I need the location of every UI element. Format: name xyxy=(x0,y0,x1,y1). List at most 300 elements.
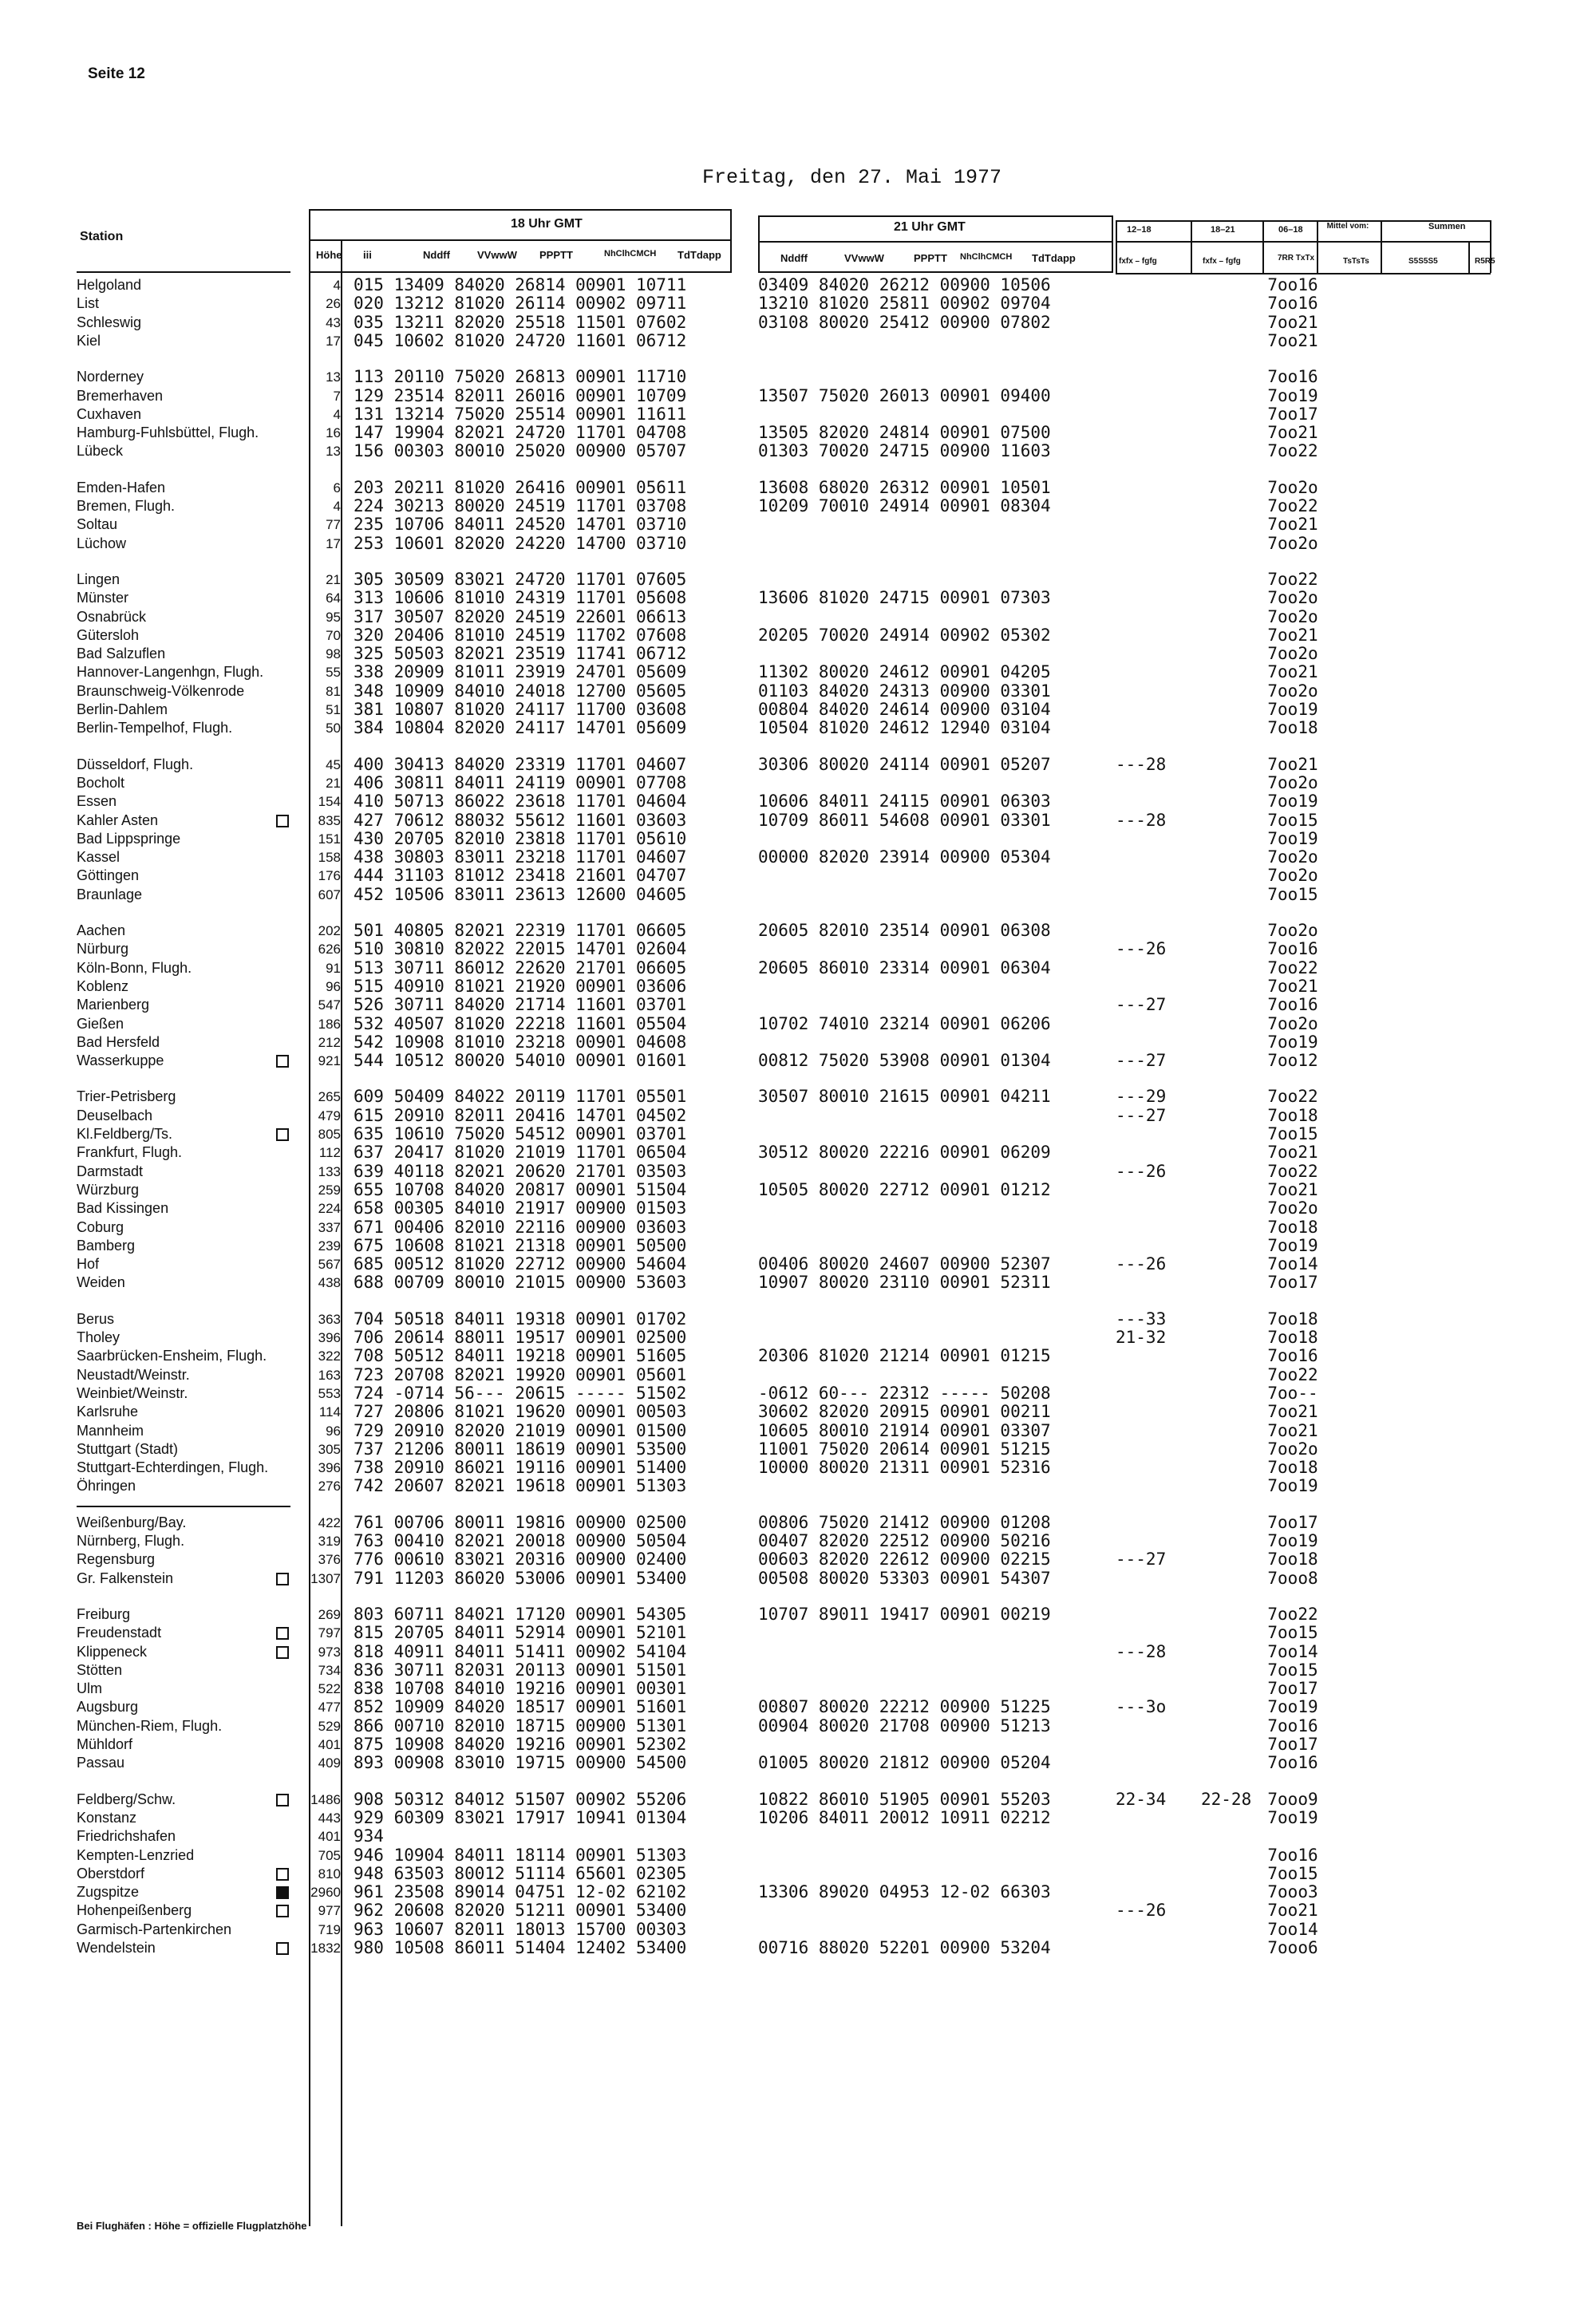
mittel-value: 7oo18 xyxy=(1267,718,1318,738)
gust-12-18: ---27 xyxy=(1116,1051,1167,1071)
obs-18-utc: 704 50518 84011 19318 00901 01702 xyxy=(354,1309,687,1329)
station-height: 322 xyxy=(318,1348,341,1364)
station-name: Gr. Falkenstein xyxy=(77,1570,290,1588)
obs-21-utc: 13606 81020 24715 00901 07303 xyxy=(758,588,1051,608)
mittel-value: 7oo21 xyxy=(1267,662,1318,682)
obs-21-utc: 10504 81020 24612 12940 03104 xyxy=(758,718,1051,738)
station-name: Mannheim xyxy=(77,1422,144,1439)
station-name: Hannover-Langenhgn, Flugh. xyxy=(77,664,264,681)
mittel-value: 7oo14 xyxy=(1267,1919,1318,1939)
station-name: Trier-Petrisberg xyxy=(77,1088,176,1105)
empty-square-icon xyxy=(276,1128,289,1141)
station-name: Darmstadt xyxy=(77,1163,144,1179)
mittel-value: 7oo16 xyxy=(1267,995,1318,1015)
obs-18-utc: 639 40118 82021 20620 21701 03503 xyxy=(354,1161,687,1181)
obs-18-utc: 317 30507 82020 24519 22601 06613 xyxy=(354,606,687,626)
station-name: Bremerhaven xyxy=(77,387,164,404)
obs-18-utc: 908 50312 84012 51507 00902 55206 xyxy=(354,1789,687,1809)
obs-21-utc: 30306 80020 24114 00901 05207 xyxy=(758,754,1051,774)
station-name: Göttingen xyxy=(77,867,140,884)
header-s6: R5R5 xyxy=(1475,257,1495,266)
obs-21-utc: 01303 70020 24715 00900 11603 xyxy=(758,441,1051,461)
mittel-value: 7oo21 xyxy=(1267,1179,1318,1199)
obs-18-utc: 738 20910 86021 19116 00901 51400 xyxy=(354,1458,687,1478)
station-height: 705 xyxy=(318,1847,341,1863)
obs-18-utc: 452 10506 83011 23613 12600 04605 xyxy=(354,884,687,904)
station-height: 26 xyxy=(326,296,341,312)
station-height: 376 xyxy=(318,1552,341,1568)
obs-21-utc: 03108 80020 25412 00900 07802 xyxy=(758,312,1051,332)
mittel-value: 7oo18 xyxy=(1267,1217,1318,1237)
obs-18-utc: 818 40911 84011 51411 00902 54104 xyxy=(354,1641,687,1661)
station-height: 269 xyxy=(318,1606,341,1622)
obs-18-utc: 338 20909 81011 23919 24701 05609 xyxy=(354,662,687,682)
mittel-value: 7oo21 xyxy=(1267,515,1318,535)
station-name: Essen xyxy=(77,793,117,810)
mittel-value: 7oo22 xyxy=(1267,441,1318,461)
station-height: 305 xyxy=(318,1441,341,1457)
header-tdtd-21: TdTdapp xyxy=(1032,252,1076,264)
mittel-value: 7oo16 xyxy=(1267,1346,1318,1366)
mittel-value: 7ooo8 xyxy=(1267,1568,1318,1588)
station-height: 154 xyxy=(318,794,341,810)
station-name: Stötten xyxy=(77,1661,123,1678)
obs-21-utc: 00508 80020 53303 00901 54307 xyxy=(758,1568,1051,1588)
station-height: 810 xyxy=(318,1866,341,1881)
obs-18-utc: 723 20708 82021 19920 00901 05601 xyxy=(354,1364,687,1384)
obs-18-utc: 253 10601 82020 24220 14700 03710 xyxy=(354,533,687,553)
station-height: 401 xyxy=(318,1829,341,1845)
obs-21-utc: 03409 84020 26212 00900 10506 xyxy=(758,275,1051,294)
station-height: 45 xyxy=(326,756,341,772)
mittel-value: 7oo2o xyxy=(1267,477,1318,497)
obs-18-utc: 655 10708 84020 20817 00901 51504 xyxy=(354,1179,687,1199)
station-name: Bad Lippspringe xyxy=(77,830,181,847)
mittel-value: 7oo21 xyxy=(1267,1420,1318,1440)
gust-12-18: ---28 xyxy=(1116,810,1167,830)
obs-21-utc: 10606 84011 24115 00901 06303 xyxy=(758,792,1051,811)
station-name: Saarbrücken-Ensheim, Flugh. xyxy=(77,1348,267,1364)
mittel-value: 7oo14 xyxy=(1267,1254,1318,1274)
station-height: 114 xyxy=(318,1404,341,1420)
station-height: 547 xyxy=(318,997,341,1013)
obs-18-utc: 929 60309 83021 17917 10941 01304 xyxy=(354,1807,687,1827)
gust-12-18: ---26 xyxy=(1116,1901,1167,1921)
station-name: Gießen xyxy=(77,1015,124,1032)
mittel-value: 7ooo6 xyxy=(1267,1938,1318,1957)
station-name: Nürburg xyxy=(77,941,129,958)
station-height: 77 xyxy=(326,517,341,533)
station-name: Freiburg xyxy=(77,1605,131,1622)
obs-18-utc: 729 20910 82020 21019 00901 01500 xyxy=(354,1420,687,1440)
station-name: Stuttgart-Echterdingen, Flugh. xyxy=(77,1459,269,1476)
obs-18-utc: 427 70612 88032 55612 11601 03603 xyxy=(354,810,687,830)
obs-18-utc: 980 10508 86011 51404 12402 53400 xyxy=(354,1938,687,1957)
station-height: 4 xyxy=(333,499,341,514)
obs-21-utc: 00806 75020 21412 00900 01208 xyxy=(758,1512,1051,1532)
header-nhcl: NhClhCMCH xyxy=(604,249,657,259)
mittel-value: 7oo18 xyxy=(1267,1105,1318,1125)
station-name: München-Riem, Flugh. xyxy=(77,1717,223,1734)
obs-18-utc: 313 10606 81010 24319 11701 05608 xyxy=(354,588,687,608)
obs-18-utc: 526 30711 84020 21714 11601 03701 xyxy=(354,995,687,1015)
station-name: Hof xyxy=(77,1256,100,1273)
mittel-value: 7oo22 xyxy=(1267,1161,1318,1181)
station-height: 921 xyxy=(318,1053,341,1069)
station-height: 4 xyxy=(333,278,341,293)
mittel-value: 7oo19 xyxy=(1267,385,1318,405)
station-height: 202 xyxy=(318,923,341,938)
obs-18-utc: 688 00709 80010 21015 00900 53603 xyxy=(354,1273,687,1293)
obs-18-utc: 156 00303 80010 25020 00900 05707 xyxy=(354,441,687,461)
obs-18-utc: 838 10708 84010 19216 00901 00301 xyxy=(354,1679,687,1699)
station-height: 805 xyxy=(318,1127,341,1142)
obs-21-utc: 13210 81020 25811 00902 09704 xyxy=(758,294,1051,314)
station-name: Freudenstadt xyxy=(77,1624,290,1642)
obs-21-utc: 30507 80010 21615 00901 04211 xyxy=(758,1087,1051,1107)
header-06-18: 06–18 xyxy=(1278,225,1303,235)
station-height: 522 xyxy=(318,1681,341,1697)
header-wwww: VVwwW xyxy=(477,249,517,261)
station-height: 96 xyxy=(326,978,341,994)
station-name: Garmisch-Partenkirchen xyxy=(77,1921,232,1937)
station-name: Kl.Feldberg/Ts. xyxy=(77,1125,290,1143)
station-height: 529 xyxy=(318,1718,341,1734)
station-name: Weinbiet/Weinstr. xyxy=(77,1384,188,1401)
obs-18-utc: 742 20607 82021 19618 00901 51303 xyxy=(354,1476,687,1496)
mittel-value: 7oo21 xyxy=(1267,976,1318,996)
obs-21-utc: 00904 80020 21708 00900 51213 xyxy=(758,1716,1051,1735)
header-ppptt: PPPTT xyxy=(539,249,573,261)
obs-21-utc: 00406 80020 24607 00900 52307 xyxy=(758,1254,1051,1274)
mittel-value: 7oo15 xyxy=(1267,1863,1318,1883)
mittel-value: 7oo19 xyxy=(1267,828,1318,848)
station-name: Köln-Bonn, Flugh. xyxy=(77,959,192,976)
station-name: Hamburg-Fuhlsbüttel, Flugh. xyxy=(77,424,259,441)
mittel-value: 7oo-- xyxy=(1267,1383,1318,1403)
mittel-value: 7oo2o xyxy=(1267,533,1318,553)
header-nddff: Nddff xyxy=(423,249,450,261)
station-height: 719 xyxy=(318,1921,341,1937)
station-name: Kempten-Lenzried xyxy=(77,1846,195,1863)
mittel-value: 7oo19 xyxy=(1267,1697,1318,1717)
mittel-value: 7oo22 xyxy=(1267,569,1318,589)
date-heading: Freitag, den 27. Mai 1977 xyxy=(702,166,1002,189)
station-name: Konstanz xyxy=(77,1809,137,1826)
station-name: Deuselbach xyxy=(77,1107,153,1123)
obs-18-utc: 129 23514 82011 26016 00901 10709 xyxy=(354,385,687,405)
gust-12-18: ---27 xyxy=(1116,1550,1167,1570)
station-name: Zugspitze xyxy=(77,1883,290,1901)
station-height: 422 xyxy=(318,1514,341,1530)
obs-18-utc: 045 10602 81020 24720 11601 06712 xyxy=(354,330,687,350)
station-name: Weißenburg/Bay. xyxy=(77,1514,187,1530)
station-height: 43 xyxy=(326,314,341,330)
station-name: Berlin-Tempelhof, Flugh. xyxy=(77,720,233,736)
mittel-value: 7oo21 xyxy=(1267,423,1318,443)
station-height: 265 xyxy=(318,1089,341,1105)
mittel-value: 7oo19 xyxy=(1267,700,1318,719)
obs-21-utc: 11302 80020 24612 00901 04205 xyxy=(758,662,1051,682)
mittel-value: 7oo17 xyxy=(1267,404,1318,424)
obs-18-utc: 015 13409 84020 26814 00901 10711 xyxy=(354,275,687,294)
station-height: 977 xyxy=(318,1903,341,1919)
station-height: 479 xyxy=(318,1108,341,1123)
station-name: Mühldorf xyxy=(77,1736,133,1752)
station-height: 835 xyxy=(318,812,341,828)
mittel-value: 7oo15 xyxy=(1267,1660,1318,1680)
mittel-value: 7ooo3 xyxy=(1267,1882,1318,1902)
station-name: Bad Hersfeld xyxy=(77,1033,160,1050)
mittel-value: 7oo2o xyxy=(1267,606,1318,626)
obs-21-utc: 13306 89020 04953 12-02 66303 xyxy=(758,1882,1051,1902)
filled-square-icon xyxy=(276,1886,289,1899)
gust-12-18: ---26 xyxy=(1116,939,1167,959)
obs-18-utc: 635 10610 75020 54512 00901 03701 xyxy=(354,1124,687,1143)
station-name: Soltau xyxy=(77,516,118,533)
mittel-value: 7oo18 xyxy=(1267,1550,1318,1570)
station-name: Regensburg xyxy=(77,1551,156,1568)
empty-square-icon xyxy=(276,1627,289,1640)
station-height: 6 xyxy=(333,480,341,496)
station-name: List xyxy=(77,295,100,312)
station-name: Berus xyxy=(77,1310,115,1327)
obs-18-utc: 803 60711 84021 17120 00901 54305 xyxy=(354,1604,687,1624)
obs-21-utc: 10605 80010 21914 00901 03307 xyxy=(758,1420,1051,1440)
station-name: Weiden xyxy=(77,1274,125,1291)
obs-18-utc: 615 20910 82011 20416 14701 04502 xyxy=(354,1105,687,1125)
station-height: 1307 xyxy=(310,1570,341,1586)
station-height: 91 xyxy=(326,960,341,976)
gust-12-18: ---28 xyxy=(1116,1641,1167,1661)
station-name: Nürnberg, Flugh. xyxy=(77,1533,185,1549)
obs-21-utc: 10505 80020 22712 00901 01212 xyxy=(758,1179,1051,1199)
obs-18-utc: 113 20110 75020 26813 00901 11710 xyxy=(354,367,687,387)
header-iii: iii xyxy=(363,249,372,261)
obs-18-utc: 875 10908 84020 19216 00901 52302 xyxy=(354,1735,687,1754)
empty-square-icon xyxy=(276,815,289,827)
station-name: Braunschweig-Völkenrode xyxy=(77,682,245,699)
station-name: Kassel xyxy=(77,849,120,866)
mittel-value: 7oo17 xyxy=(1267,1512,1318,1532)
obs-18-utc: 224 30213 80020 24519 11701 03708 xyxy=(354,496,687,515)
obs-21-utc: 00407 82020 22512 00900 50216 xyxy=(758,1531,1051,1550)
station-name: Kiel xyxy=(77,332,101,349)
header-summen: Summen xyxy=(1428,222,1466,231)
station-height: 396 xyxy=(318,1460,341,1476)
empty-square-icon xyxy=(276,1868,289,1881)
mittel-value: 7oo18 xyxy=(1267,1309,1318,1329)
station-height: 17 xyxy=(326,333,341,349)
obs-18-utc: 438 30803 83011 23218 11701 04607 xyxy=(354,847,687,867)
obs-18-utc: 962 20608 82020 51211 00901 53400 xyxy=(354,1901,687,1921)
mittel-value: 7oo19 xyxy=(1267,1032,1318,1052)
station-height: 55 xyxy=(326,665,341,681)
mittel-value: 7oo16 xyxy=(1267,1753,1318,1773)
station-name: Lingen xyxy=(77,571,120,587)
obs-18-utc: 348 10909 84010 24018 12700 05605 xyxy=(354,681,687,701)
obs-18-utc: 675 10608 81021 21318 00901 50500 xyxy=(354,1235,687,1255)
station-height: 70 xyxy=(326,627,341,643)
gust-18-21: 22-28 xyxy=(1201,1789,1252,1809)
station-height: 7 xyxy=(333,388,341,404)
obs-18-utc: 866 00710 82010 18715 00900 51301 xyxy=(354,1716,687,1735)
obs-21-utc: 01103 84020 24313 00900 03301 xyxy=(758,681,1051,701)
station-name: Bad Kissingen xyxy=(77,1200,169,1217)
station-name: Lüchow xyxy=(77,535,127,551)
mittel-value: 7oo21 xyxy=(1267,1901,1318,1921)
obs-18-utc: 934 xyxy=(354,1826,384,1846)
mittel-value: 7oo19 xyxy=(1267,1235,1318,1255)
mittel-value: 7oo16 xyxy=(1267,939,1318,959)
station-name: Bad Salzuflen xyxy=(77,646,166,662)
station-height: 224 xyxy=(318,1201,341,1217)
obs-21-utc: 00804 84020 24614 00900 03104 xyxy=(758,700,1051,719)
obs-18-utc: 325 50503 82021 23519 11741 06712 xyxy=(354,644,687,664)
gust-12-18: ---3o xyxy=(1116,1697,1167,1717)
obs-18-utc: 410 50713 86022 23618 11701 04604 xyxy=(354,792,687,811)
obs-21-utc: 10209 70010 24914 00901 08304 xyxy=(758,496,1051,515)
station-height: 276 xyxy=(318,1479,341,1495)
station-height: 21 xyxy=(326,775,341,791)
station-height: 363 xyxy=(318,1311,341,1327)
gust-12-18: ---28 xyxy=(1116,754,1167,774)
station-height: 626 xyxy=(318,942,341,958)
mittel-value: 7oo19 xyxy=(1267,1807,1318,1827)
mittel-value: 7oo15 xyxy=(1267,1124,1318,1143)
header-s2: fxfx – fgfg xyxy=(1203,257,1241,266)
station-name: Karlsruhe xyxy=(77,1404,139,1420)
station-height: 112 xyxy=(318,1145,341,1161)
obs-18-utc: 658 00305 84010 21917 00900 01503 xyxy=(354,1198,687,1218)
mittel-value: 7oo15 xyxy=(1267,1623,1318,1643)
mittel-value: 7ooo9 xyxy=(1267,1789,1318,1809)
obs-21-utc: 20205 70020 24914 00902 05302 xyxy=(758,625,1051,645)
gust-12-18: ---29 xyxy=(1116,1087,1167,1107)
mittel-value: 7oo15 xyxy=(1267,884,1318,904)
gust-12-18: ---26 xyxy=(1116,1254,1167,1274)
station-height: 51 xyxy=(326,702,341,717)
station-height: 16 xyxy=(326,425,341,441)
station-height: 2960 xyxy=(310,1885,341,1901)
mittel-value: 7oo19 xyxy=(1267,1531,1318,1550)
obs-21-utc: 00716 88020 52201 00900 53204 xyxy=(758,1938,1051,1957)
station-name: Kahler Asten xyxy=(77,811,290,830)
obs-21-utc: 10206 84011 20012 10911 02212 xyxy=(758,1807,1051,1827)
header-s3: 7RR TxTx xyxy=(1278,254,1315,263)
mittel-value: 7oo22 xyxy=(1267,1087,1318,1107)
mittel-value: 7oo2o xyxy=(1267,772,1318,792)
station-name: Öhringen xyxy=(77,1478,136,1495)
obs-18-utc: 761 00706 80011 19816 00900 02500 xyxy=(354,1512,687,1532)
station-name: Tholey xyxy=(77,1329,120,1345)
obs-21-utc: 10709 86011 54608 00901 03301 xyxy=(758,810,1051,830)
obs-18-utc: 948 63503 80012 51114 65601 02305 xyxy=(354,1863,687,1883)
obs-21-utc: 20605 86010 23314 00901 06304 xyxy=(758,958,1051,977)
station-name: Aachen xyxy=(77,922,126,938)
station-name: Koblenz xyxy=(77,977,129,994)
station-name: Ulm xyxy=(77,1680,102,1697)
station-name: Düsseldorf, Flugh. xyxy=(77,756,194,772)
header-nddff-21: Nddff xyxy=(780,252,808,264)
station-height: 186 xyxy=(318,1016,341,1032)
station-height: 797 xyxy=(318,1625,341,1641)
station-height: 259 xyxy=(318,1182,341,1198)
header-tdtd: TdTdapp xyxy=(678,249,721,261)
station-name: Schleswig xyxy=(77,314,142,330)
obs-21-utc: 00603 82020 22612 00900 02215 xyxy=(758,1550,1051,1570)
station-height: 734 xyxy=(318,1662,341,1678)
obs-18-utc: 776 00610 83021 20316 00900 02400 xyxy=(354,1550,687,1570)
obs-18-utc: 544 10512 80020 54010 00901 01601 xyxy=(354,1051,687,1071)
mittel-value: 7oo2o xyxy=(1267,644,1318,664)
obs-18-utc: 671 00406 82010 22116 00900 03603 xyxy=(354,1217,687,1237)
mittel-value: 7oo21 xyxy=(1267,1402,1318,1422)
station-height: 396 xyxy=(318,1330,341,1345)
station-height: 4 xyxy=(333,406,341,422)
obs-18-utc: 406 30811 84011 24119 00901 07708 xyxy=(354,772,687,792)
mittel-value: 7oo16 xyxy=(1267,1845,1318,1865)
header-21-uhr-gmt: 21 Uhr GMT xyxy=(894,220,966,234)
obs-18-utc: 400 30413 84020 23319 11701 04607 xyxy=(354,754,687,774)
empty-square-icon xyxy=(276,1942,289,1955)
station-name: Gütersloh xyxy=(77,626,140,643)
obs-18-utc: 513 30711 86012 22620 21701 06605 xyxy=(354,958,687,977)
obs-18-utc: 305 30509 83021 24720 11701 07605 xyxy=(354,569,687,589)
obs-18-utc: 791 11203 86020 53006 00901 53400 xyxy=(354,1568,687,1588)
station-height: 64 xyxy=(326,590,341,606)
station-name: Braunlage xyxy=(77,886,143,902)
obs-21-utc: 10907 80020 23110 00901 52311 xyxy=(758,1273,1051,1293)
gust-12-18: ---27 xyxy=(1116,1105,1167,1125)
obs-21-utc: 00812 75020 53908 00901 01304 xyxy=(758,1051,1051,1071)
mittel-value: 7oo16 xyxy=(1267,275,1318,294)
station-name: Oberstdorf xyxy=(77,1865,290,1883)
empty-square-icon xyxy=(276,1055,289,1068)
gust-12-18: ---33 xyxy=(1116,1309,1167,1329)
gust-12-18: ---27 xyxy=(1116,995,1167,1015)
obs-18-utc: 444 31103 81012 23418 21601 04707 xyxy=(354,866,687,886)
obs-18-utc: 430 20705 82010 23818 11701 05610 xyxy=(354,828,687,848)
header-12-18: 12–18 xyxy=(1127,225,1152,235)
obs-21-utc: 10000 80020 21311 00901 52316 xyxy=(758,1458,1051,1478)
station-height: 21 xyxy=(326,571,341,587)
station-name: Passau xyxy=(77,1755,125,1771)
obs-18-utc: 532 40507 81020 22218 11601 05504 xyxy=(354,1013,687,1033)
mittel-value: 7oo21 xyxy=(1267,330,1318,350)
station-name: Bocholt xyxy=(77,774,125,791)
mittel-value: 7oo19 xyxy=(1267,792,1318,811)
mittel-value: 7oo2o xyxy=(1267,847,1318,867)
station-height: 1486 xyxy=(310,1791,341,1807)
obs-18-utc: 542 10908 81010 23218 00901 04608 xyxy=(354,1032,687,1052)
station-height: 567 xyxy=(318,1257,341,1273)
mittel-value: 7oo2o xyxy=(1267,1198,1318,1218)
mittel-value: 7oo21 xyxy=(1267,312,1318,332)
station-height: 151 xyxy=(318,831,341,847)
station-height: 607 xyxy=(318,886,341,902)
mittel-value: 7oo15 xyxy=(1267,810,1318,830)
obs-21-utc: 13608 68020 26312 00901 10501 xyxy=(758,477,1051,497)
obs-18-utc: 147 19904 82021 24720 11701 04708 xyxy=(354,423,687,443)
mittel-value: 7oo17 xyxy=(1267,1735,1318,1754)
mittel-value: 7oo2o xyxy=(1267,681,1318,701)
station-height: 438 xyxy=(318,1275,341,1291)
header-station: Station xyxy=(80,230,124,243)
station-height: 133 xyxy=(318,1163,341,1179)
obs-21-utc: -0612 60--- 22312 ----- 50208 xyxy=(758,1383,1051,1403)
mittel-value: 7oo19 xyxy=(1267,1476,1318,1496)
